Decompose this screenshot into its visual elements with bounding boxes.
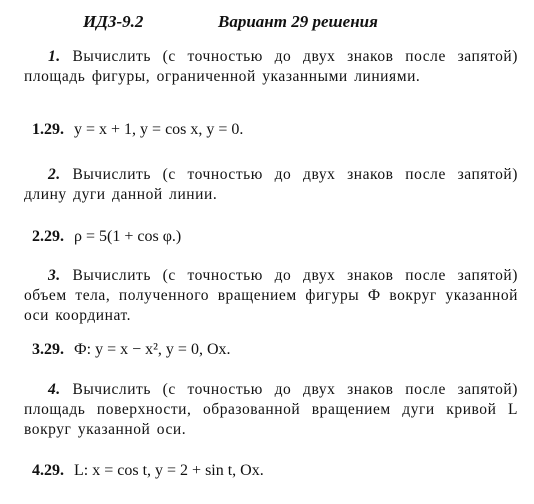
formula-1-29 (32, 121, 243, 139)
document-header (83, 12, 378, 32)
task-text: Вычислить (с точностью до двух знаков после запятой) площадь поверхности, образованной вращением дуги кривой L вокруг указанной оси. (24, 381, 518, 438)
task-1 (24, 47, 518, 87)
formula-expression: ρ = 5(1 + cos φ.) (74, 228, 182, 245)
formula-number: 3.29. (32, 341, 64, 358)
formula-expression: Ф: y = x − x², y = 0, Ox. (74, 341, 231, 358)
formula-expression: L: x = cos t, y = 2 + sin t, Ox. (74, 462, 264, 479)
task-number: 2. (48, 166, 61, 183)
task-text: Вычислить (с точностью до двух знаков после запятой) объем тела, полученного вращением фигуры Ф вокруг указанной оси координат. (24, 267, 518, 324)
formula-number: 4.29. (32, 462, 64, 479)
variant-title: Вариант 29 решения (218, 12, 378, 31)
formula-4-29 (32, 462, 264, 480)
task-2 (24, 165, 518, 205)
task-text: Вычислить (с точностью до двух знаков после запятой) длину дуги данной линии. (24, 166, 518, 203)
task-3 (24, 266, 518, 326)
formula-number: 2.29. (32, 228, 64, 245)
formula-number: 1.29. (32, 121, 64, 138)
task-text: Вычислить (с точностью до двух знаков после запятой) площадь фигуры, ограниченной указанными линиями. (24, 48, 518, 85)
formula-expression: y = x + 1, y = cos x, y = 0. (74, 121, 244, 138)
formula-3-29 (32, 341, 231, 359)
task-number: 1. (48, 48, 61, 65)
assignment-title: ИДЗ-9.2 (83, 12, 144, 31)
task-number: 4. (48, 381, 61, 398)
formula-2-29 (32, 228, 181, 246)
task-number: 3. (48, 267, 61, 284)
task-4 (24, 380, 518, 440)
